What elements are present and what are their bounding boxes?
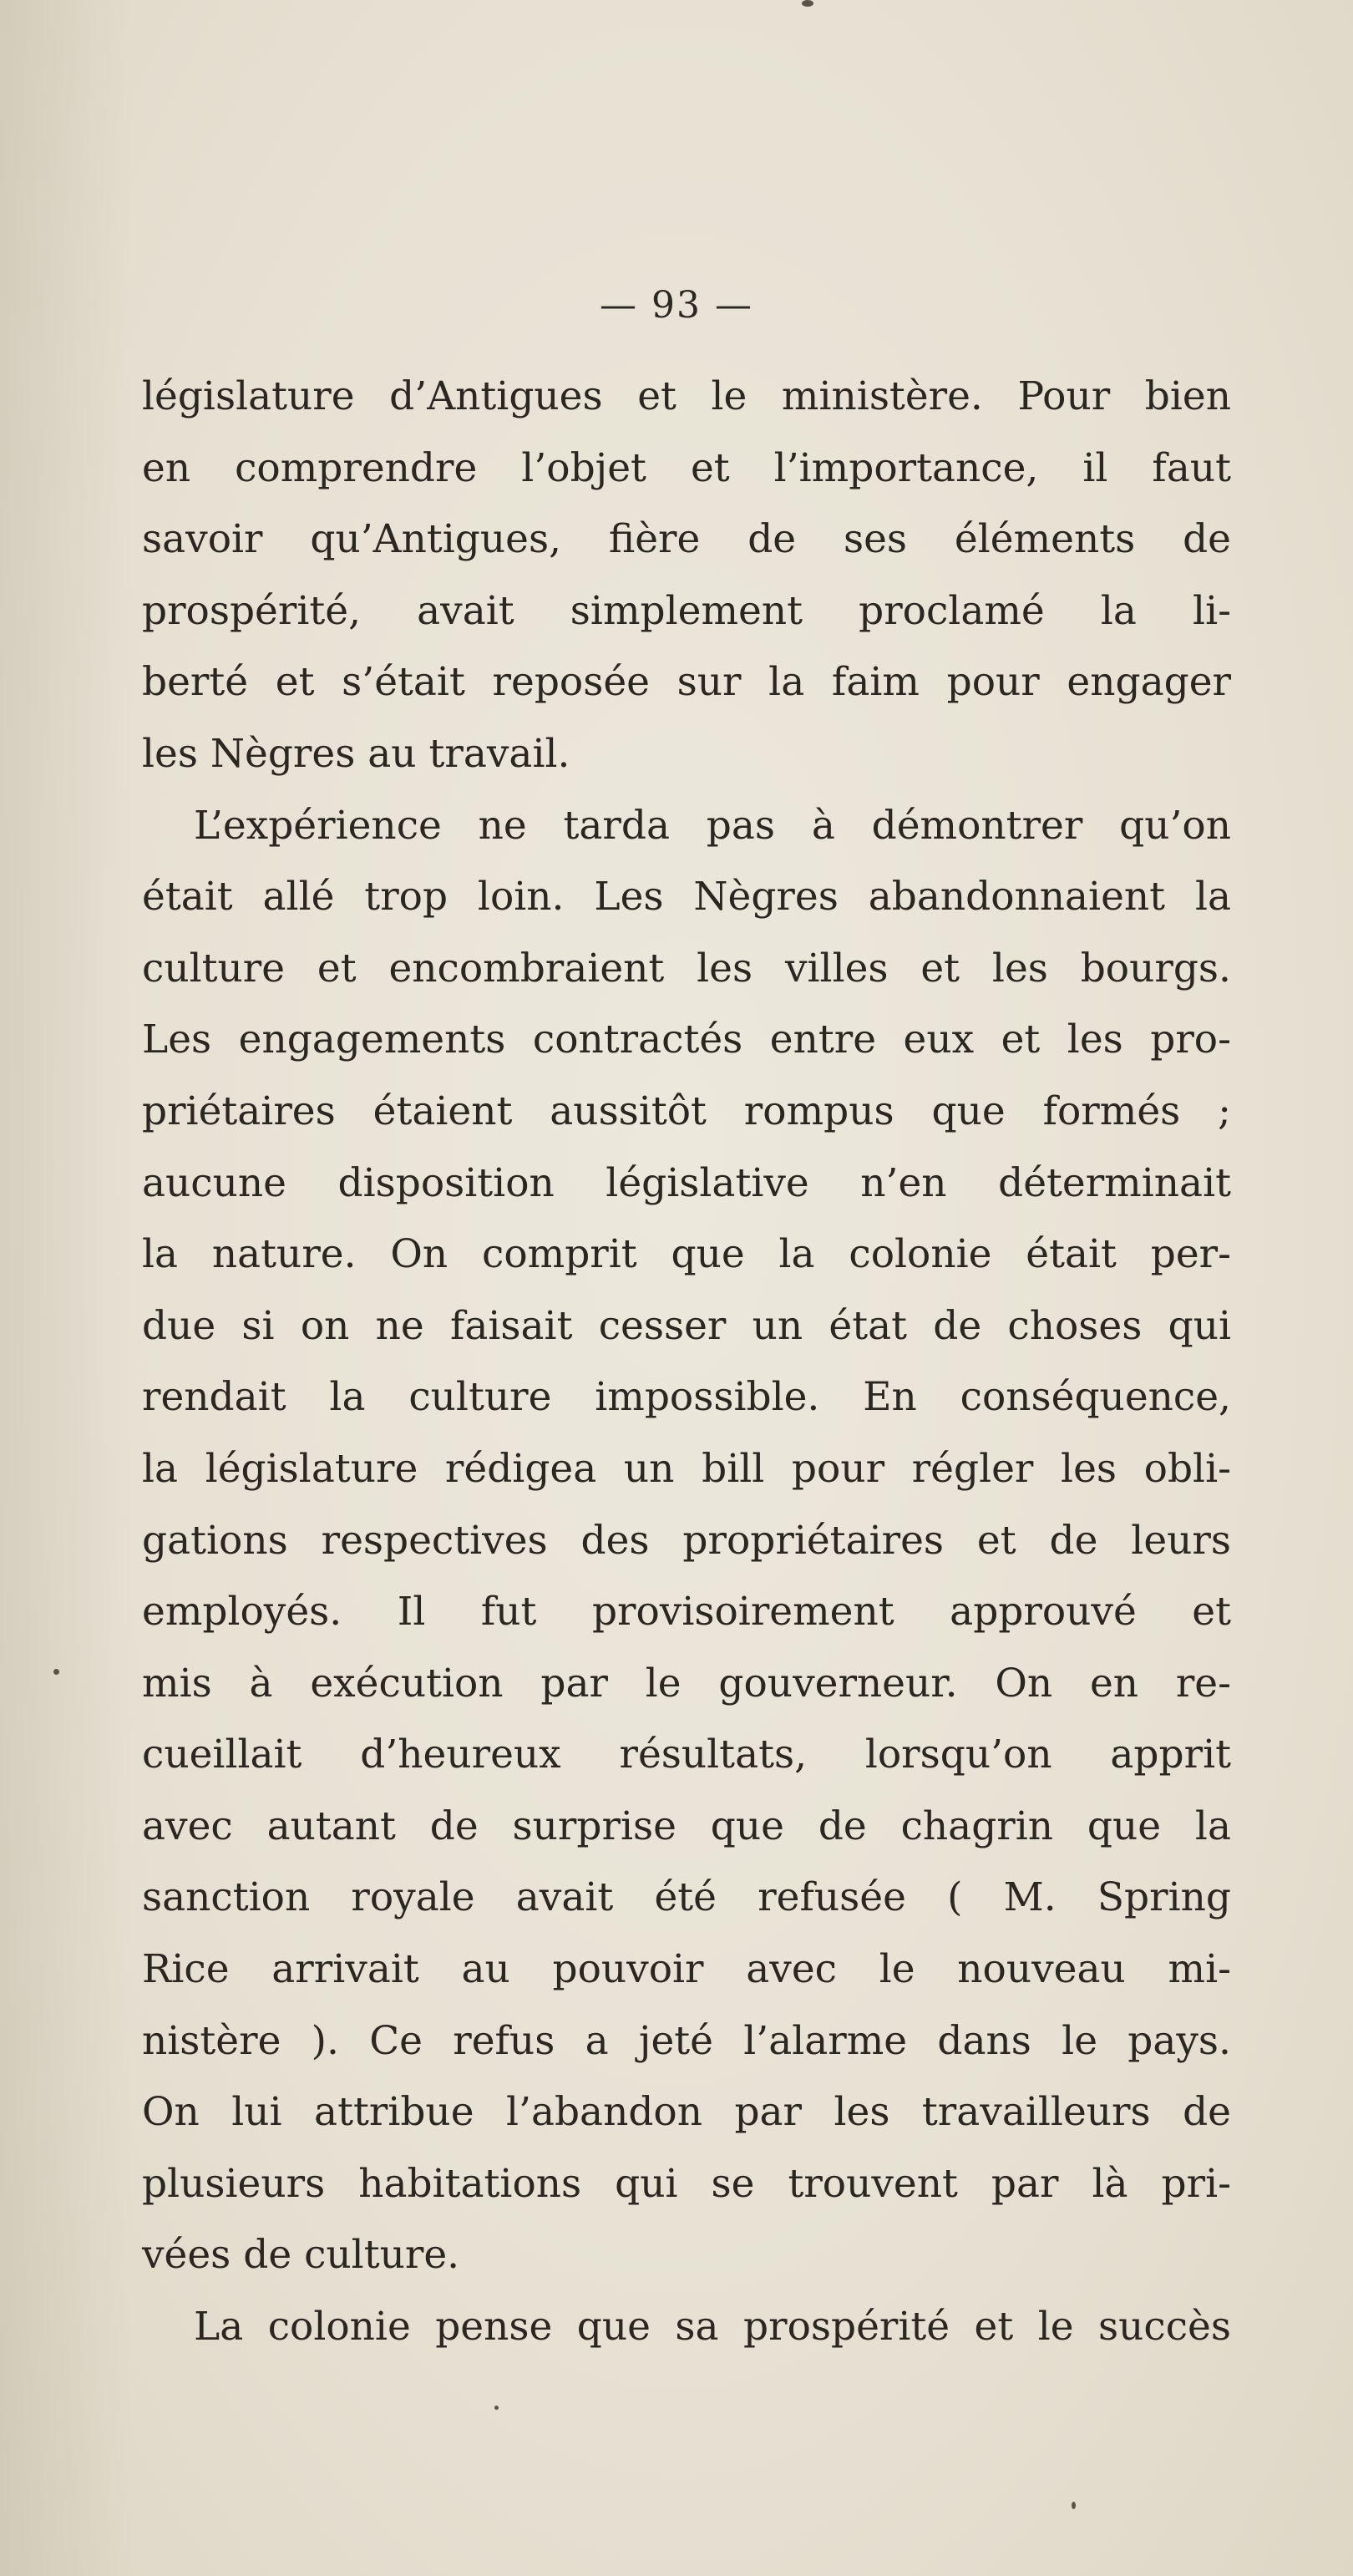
text-line: La colonie pense que sa prospérité et le succès xyxy=(194,2304,1231,2350)
text-line: cueillait d’heureux résultats, lorsqu’on apprit xyxy=(142,1732,1231,1778)
text-line: employés. Il fut provisoirement approuvé et xyxy=(142,1589,1231,1635)
body-text xyxy=(142,361,1231,2363)
paper-speck xyxy=(1072,2502,1076,2509)
text-line: plusieurs habitations qui se trouvent par là pri- xyxy=(142,2160,1231,2207)
paper-speck xyxy=(494,2406,499,2410)
text-line: On lui attribue l’abandon par les travailleurs de xyxy=(142,2089,1231,2136)
text-line: L’expérience ne tarda pas à démontrer qu’on xyxy=(194,802,1231,849)
text-line: gations respectives des propriétaires et de leurs xyxy=(142,1517,1231,1564)
paper-speck xyxy=(802,0,813,7)
text-line: Les engagements contractés entre eux et les pro- xyxy=(142,1017,1231,1063)
page-gutter-shadow xyxy=(0,0,134,2576)
text-line: vées de culture. xyxy=(142,2232,460,2279)
text-line: rendait la culture impossible. En conséquence, xyxy=(142,1374,1231,1421)
text-line: aucune disposition législative n’en déterminait xyxy=(142,1159,1231,1206)
page-number: — 93 — xyxy=(600,284,753,327)
text-line: due si on ne faisait cesser un état de choses qui xyxy=(142,1302,1231,1349)
text-line: culture et encombraient les villes et les bourgs. xyxy=(142,945,1231,991)
text-line: mis à exécution par le gouverneur. On en re- xyxy=(142,1660,1231,1706)
text-line: savoir qu’Antigues, fière de ses éléments de xyxy=(142,516,1231,563)
text-line: priétaires étaient aussitôt rompus que formés ; xyxy=(142,1088,1231,1134)
text-line: la législature rédigea un bill pour régler les obli- xyxy=(142,1445,1231,1492)
text-line: berté et s’était reposée sur la faim pour engager xyxy=(142,659,1231,706)
text-line: prospérité, avait simplement proclamé la li- xyxy=(142,587,1231,634)
paper-speck xyxy=(53,1669,59,1675)
text-line: en comprendre l’objet et l’importance, il faut xyxy=(142,444,1231,491)
text-line: Rice arrivait au pouvoir avec le nouveau mi- xyxy=(142,1946,1231,1993)
text-line: législature d’Antigues et le ministère. Pour bien xyxy=(142,373,1231,419)
text-line: les Nègres au travail. xyxy=(142,730,570,777)
text-line: était allé trop loin. Les Nègres abandonnaient la xyxy=(142,874,1231,920)
text-line: sanction royale avait été refusée ( M. Spring xyxy=(142,1874,1231,1921)
text-line: la nature. On comprit que la colonie était per- xyxy=(142,1231,1231,1278)
text-line: nistère ). Ce refus a jeté l’alarme dans le pays. xyxy=(142,2017,1231,2064)
text-line: avec autant de surprise que de chagrin que la xyxy=(142,1803,1231,1849)
